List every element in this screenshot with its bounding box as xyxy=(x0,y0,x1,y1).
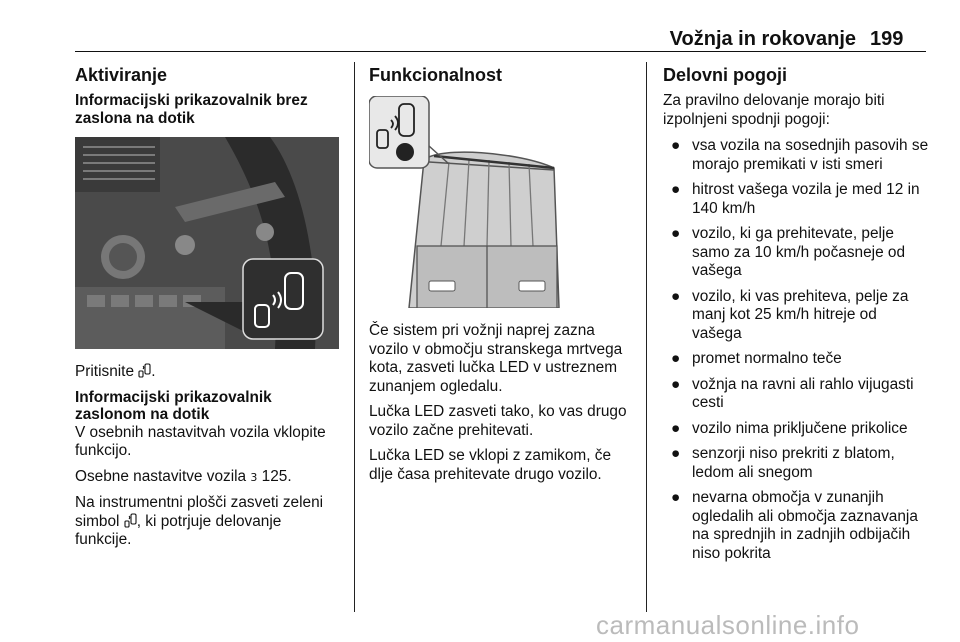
page-reference-arrow-icon: 3 xyxy=(250,470,258,484)
list-item: ● vozilo, ki vas prehiteva, pelje za manj kot 25 km/h hitreje od vašega xyxy=(671,287,909,342)
conditions-list xyxy=(663,137,929,563)
column-divider-1 xyxy=(354,62,355,612)
list-item: ● vožnja na ravni ali rahlo vijugasti cesti xyxy=(671,375,914,411)
functionality-paragraph-2: Lučka LED zasveti tako, ko vas drugo vozilo začne prehitevati. xyxy=(369,403,627,439)
section-heading-functionality: Funkcionalnost xyxy=(369,65,503,85)
section-heading-activation: Aktiviranje xyxy=(75,65,168,85)
list-item: ● vsa vozila na sosednjih pasovih se morajo premikati v isti smeri xyxy=(671,137,929,173)
dashboard-button-figure xyxy=(75,137,339,349)
bullet-icon: ● xyxy=(671,445,681,462)
press-text: Pritisnite xyxy=(75,363,139,380)
bullet-icon: ● xyxy=(671,287,681,305)
green-symbol-text: Na instrumentni plošči zasveti zeleni simbol xyxy=(75,494,324,530)
subheading-no-touch: Informacijski prikazovalnik brez zaslona na dotik xyxy=(75,92,308,127)
list-item: ● promet normalno teče xyxy=(671,350,842,367)
bullet-icon: ● xyxy=(671,225,681,242)
column-operating-conditions xyxy=(663,64,929,570)
column-divider-2 xyxy=(646,62,647,612)
section-heading-conditions: Delovni pogoji xyxy=(663,65,787,85)
column-activation xyxy=(75,64,341,557)
list-item: ● vozilo nima priključene prikolice xyxy=(671,419,908,437)
mirror-led-figure xyxy=(369,96,581,308)
blind-spot-symbol-icon-2 xyxy=(124,513,137,528)
functionality-paragraph-1: Če sistem pri vožnji naprej zazna vozilo v območju stranskega mrtvega kota, zasveti lučka LED v ustreznem zunanjem ogledalu. xyxy=(369,322,623,395)
bullet-icon: ● xyxy=(671,350,681,367)
bullet-icon: ● xyxy=(671,375,681,393)
chapter-title: Vožnja in rokovanje xyxy=(669,28,856,50)
list-item: ● hitrost vašega vozila je med 12 in 140 km/h xyxy=(671,181,920,217)
list-item: ● vozilo, ki ga prehitevate, pelje samo za 10 km/h počasneje od vašega xyxy=(671,225,906,279)
list-item: ● nevarna območja v zunanjih ogledalih ali območja zaznavanja na sprednjih in zadnjih odbijačih niso pokrita xyxy=(671,489,918,562)
bullet-icon: ● xyxy=(671,489,681,506)
watermark: carmanualsonline.info xyxy=(596,610,860,640)
settings-page-ref: 125. xyxy=(257,467,292,485)
page-number: 199 xyxy=(870,28,904,50)
list-item: ● senzorji niso prekriti z blatom, ledom ali snegom xyxy=(671,445,895,481)
functionality-paragraph-3: Lučka LED se vklopi z zamikom, če dlje časa prehitevate drugo vozilo. xyxy=(369,447,612,483)
header-rule xyxy=(75,51,926,52)
bullet-icon: ● xyxy=(671,137,681,154)
settings-text: Osebne nastavitve vozila xyxy=(75,467,251,485)
bullet-icon: ● xyxy=(671,419,681,437)
press-text-end: . xyxy=(151,363,156,380)
conditions-intro: Za pravilno delovanje morajo biti izpolnjeni spodnji pogoji: xyxy=(663,92,885,128)
blind-spot-symbol-icon xyxy=(138,363,151,378)
touch-instructions: V osebnih nastavitvah vozila vklopite funkcijo. xyxy=(75,423,326,459)
green-symbol-text-end: , ki potrjuje delovanje funkcije. xyxy=(75,512,282,548)
bullet-icon: ● xyxy=(671,181,681,198)
column-functionality xyxy=(369,64,635,491)
subheading-touch: Informacijski prikazovalnik zaslonom na dotik xyxy=(75,388,272,423)
